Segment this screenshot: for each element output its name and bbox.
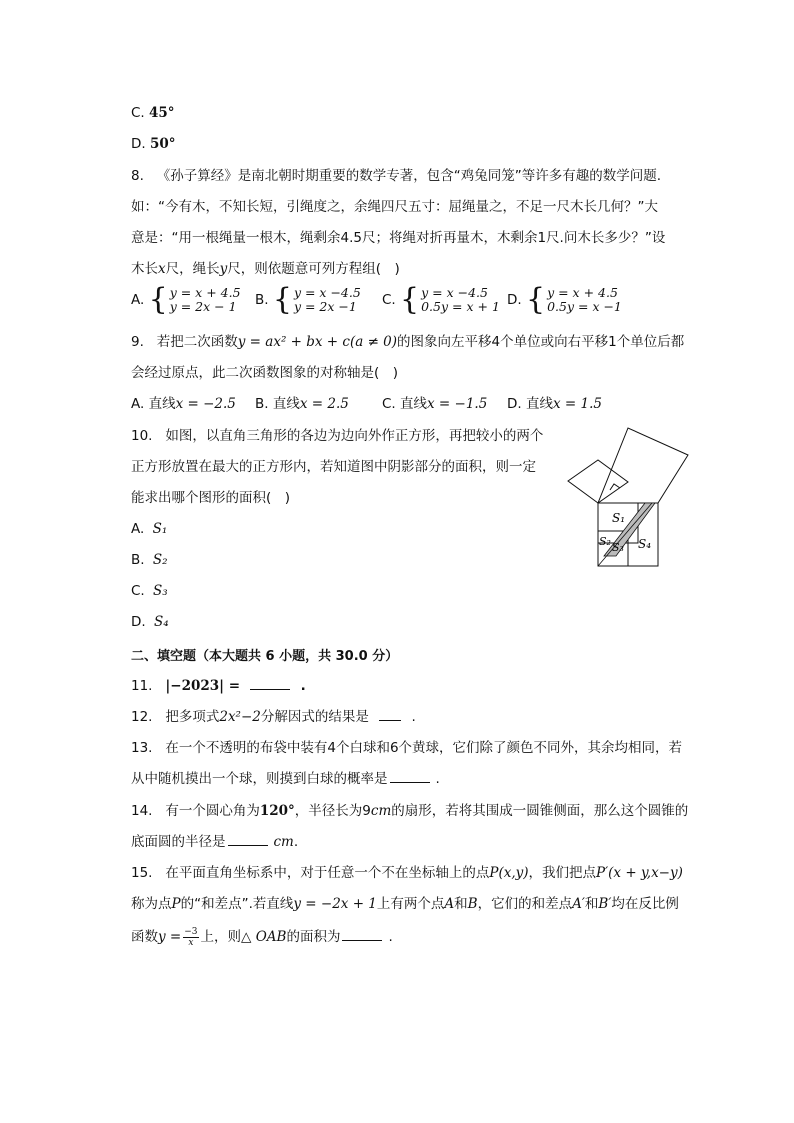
- leg-square-1: [598, 428, 688, 503]
- brace: {: [525, 282, 546, 317]
- option-letter: C.: [382, 292, 396, 308]
- text: ，我们把点: [528, 865, 597, 881]
- formula: y = −2x + 1: [293, 896, 377, 912]
- text: 函数: [131, 929, 158, 945]
- text: 和: [584, 896, 599, 912]
- section-title: 二、填空题（本大题共 6 小题，共 30.0 分）: [131, 649, 399, 664]
- text: 若把二次函数: [156, 334, 238, 350]
- question-text: 在一个不透明的布袋中装有4个白球和6个黄球，它们除了颜色不同外，其余均相同，若: [165, 740, 683, 756]
- answer-blank[interactable]: [390, 769, 430, 783]
- question-text: 底面圆的半径是: [131, 834, 226, 850]
- triangle-name: OAB: [255, 929, 287, 945]
- question-text: 《孙子算经》是南北朝时期重要的数学专著，包含“鸡兔同笼”等许多有趣的数学问题.: [156, 168, 662, 184]
- q9-option-d: [507, 394, 602, 414]
- text: 和: [454, 896, 468, 912]
- expression: |−2023| =: [165, 678, 241, 694]
- q12-line: [131, 707, 416, 727]
- option-letter: C.: [131, 105, 145, 121]
- option-letter: B.: [255, 292, 269, 308]
- q8-option-a: [131, 282, 241, 317]
- option-text: 直线: [400, 396, 428, 412]
- option-math: S₁: [152, 521, 168, 537]
- option-letter: D.: [507, 396, 522, 412]
- formula: y = ax² + bx + c(a ≠ 0): [237, 334, 398, 350]
- option-letter: A.: [131, 292, 145, 308]
- math-var: y: [219, 261, 228, 277]
- q9-option-a: [131, 394, 236, 414]
- leg-square-2: [568, 460, 628, 503]
- equation: 0.5y = x −1: [547, 299, 622, 314]
- option-text: 45°: [149, 105, 175, 121]
- question-number: 12.: [131, 709, 153, 725]
- option-letter: B.: [255, 396, 269, 412]
- q9-line1: [131, 332, 684, 352]
- period: .: [293, 834, 299, 850]
- question-number: 14.: [131, 803, 153, 819]
- triangle-symbol: △: [241, 929, 252, 945]
- question-text: 从中随机摸出一个球，则摸到白球的概率是: [131, 771, 388, 787]
- equation: y = x + 4.5: [169, 285, 241, 300]
- unit: cm: [273, 834, 294, 850]
- equation-system: [525, 282, 622, 317]
- point: B′: [598, 896, 612, 912]
- q10-option-c: [131, 581, 168, 601]
- brace: {: [400, 282, 420, 317]
- q8-line1: [131, 166, 661, 186]
- q9-line2: 会经过原点，此二次函数图象的对称轴是( ): [131, 365, 399, 381]
- point: P′(x + y,x−y): [596, 865, 683, 881]
- option-math: S₂: [152, 552, 168, 568]
- q14-line2: [131, 832, 298, 852]
- option-math: S₄: [153, 614, 169, 630]
- formula: 2x²−2: [219, 709, 261, 725]
- equation-system: [400, 282, 500, 317]
- option-c: [131, 103, 175, 123]
- question-number: 10.: [131, 428, 153, 444]
- unit: cm: [370, 803, 392, 819]
- option-letter: D.: [507, 292, 522, 308]
- q9-option-b: [255, 394, 349, 414]
- text: 有一个圆心角为: [165, 803, 260, 819]
- q10-line3: 能求出哪个图形的面积( ): [131, 490, 291, 506]
- option-math: x = −1.5: [427, 396, 488, 412]
- q8-line2: 如：“今有木，不知长短，引绳度之，余绳四尺五寸：屈绳量之，不足一尺木长几何？”大: [131, 199, 658, 215]
- option-letter: C.: [382, 396, 396, 412]
- question-number: 15.: [131, 865, 153, 881]
- period: .: [411, 709, 416, 725]
- equation: y = x + 4.5: [547, 285, 618, 300]
- q10-option-b: [131, 550, 168, 570]
- question-number: 13.: [131, 740, 153, 756]
- q13-line2: [131, 769, 440, 789]
- q15-line2: [131, 894, 679, 914]
- text: ，它们的和差点: [477, 896, 573, 912]
- angle: 120°: [259, 803, 295, 819]
- period: .: [300, 678, 306, 694]
- text: 称为点: [131, 896, 172, 912]
- point: P(x,y): [489, 865, 529, 881]
- option-math: S₃: [153, 583, 168, 599]
- q10-option-a: [131, 519, 167, 539]
- text: 尺，绳长: [165, 261, 220, 277]
- period: .: [435, 771, 440, 787]
- brace: {: [148, 282, 168, 317]
- option-letter: A.: [131, 396, 145, 412]
- period: .: [388, 929, 393, 945]
- text: 的面积为: [286, 929, 341, 945]
- q8-option-d: [507, 282, 622, 317]
- equation: y = x −4.5: [421, 285, 488, 300]
- point: A: [444, 896, 455, 912]
- option-text: 50°: [149, 136, 176, 152]
- q9-option-c: [382, 394, 487, 414]
- text: 的图象向左平移4个单位或向右平移1个单位后都: [397, 334, 685, 350]
- q13-line1: [131, 738, 682, 758]
- answer-blank[interactable]: [250, 676, 290, 690]
- point: B: [467, 896, 478, 912]
- option-math: x = 2.5: [299, 396, 349, 412]
- question-number: 11.: [131, 678, 153, 694]
- label-s4: S₄: [638, 537, 652, 551]
- text: 上有两个点: [376, 896, 445, 912]
- option-letter: B.: [131, 552, 145, 568]
- denominator: x: [188, 937, 194, 948]
- text: 把多项式: [165, 709, 220, 725]
- q8-line4: [131, 259, 400, 279]
- fraction: [183, 927, 198, 948]
- equation-system: [148, 282, 241, 317]
- right-triangle-squares-figure: [565, 427, 691, 569]
- label-s2: S₂: [599, 535, 611, 548]
- point: A′: [572, 896, 585, 912]
- brace: {: [272, 282, 292, 317]
- equation: y = x −4.5: [293, 285, 361, 300]
- q15-line3: [131, 926, 393, 948]
- q10-line1: [131, 426, 543, 446]
- numerator: −3: [184, 926, 198, 937]
- equation-system: [272, 282, 361, 317]
- text: 均在反比例: [611, 896, 679, 912]
- option-math: x = −2.5: [175, 396, 236, 412]
- option-letter: A.: [131, 521, 145, 537]
- equation: y = 2x − 1: [169, 299, 237, 314]
- option-math: x = 1.5: [552, 396, 602, 412]
- point: P: [171, 896, 181, 912]
- option-text: 直线: [525, 396, 553, 412]
- equation: y = 2x −1: [293, 299, 357, 314]
- text: 尺，则依题意可列方程组( ): [227, 261, 400, 277]
- q10-line2: 正方形放置在最大的正方形内，若知道图中阴影部分的面积，则一定: [131, 459, 536, 475]
- text: 上，则: [200, 929, 242, 945]
- text: 的扇形，若将其围成一圆锥侧面，那么这个圆锥的: [391, 803, 689, 819]
- q11-line: [131, 676, 306, 696]
- text: ，半径长为9: [294, 803, 371, 819]
- q8-option-b: [255, 282, 361, 317]
- math-var: x: [158, 261, 166, 277]
- formula: y =: [158, 929, 182, 945]
- answer-blank[interactable]: [342, 927, 382, 941]
- answer-blank[interactable]: [379, 707, 401, 721]
- answer-blank[interactable]: [228, 832, 268, 846]
- text: 木长: [131, 261, 158, 277]
- q8-option-c: [382, 282, 500, 317]
- option-text: 直线: [272, 396, 300, 412]
- label-s1: S₁: [612, 511, 626, 525]
- text: 在平面直角坐标系中，对于任意一个不在坐标轴上的点: [165, 865, 490, 881]
- q8-line3: 意是：“用一根绳量一根木，绳剩余4.5尺；将绳对折再量木，木剩余1尺.问木长多少？”设: [131, 230, 666, 246]
- option-text: 直线: [148, 396, 176, 412]
- q14-line1: [131, 801, 688, 821]
- option-letter: D.: [131, 614, 146, 630]
- text: 分解因式的结果是: [260, 709, 369, 725]
- q15-line1: [131, 863, 683, 883]
- question-text: 如图，以直角三角形的各边为边向外作正方形，再把较小的两个: [165, 428, 544, 444]
- option-d: [131, 134, 176, 154]
- option-letter: C.: [131, 583, 145, 599]
- label-s3: S₃: [612, 541, 624, 554]
- question-number: 9.: [131, 334, 144, 350]
- q10-option-d: [131, 612, 169, 632]
- option-letter: D.: [131, 136, 146, 152]
- text: 的“和差点”.若直线: [180, 896, 294, 912]
- equation: 0.5y = x + 1: [421, 299, 500, 314]
- question-number: 8.: [131, 168, 144, 184]
